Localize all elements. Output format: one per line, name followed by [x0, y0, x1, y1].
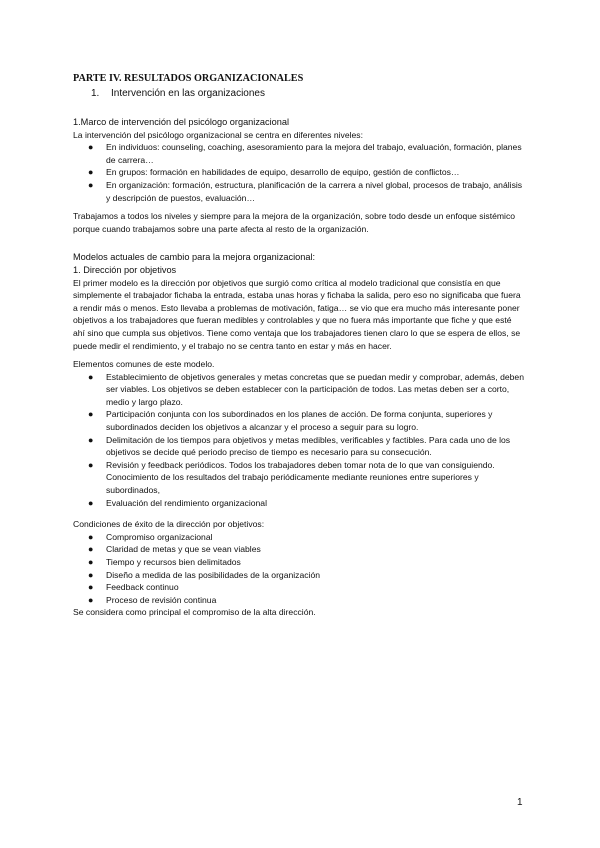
bullet-icon: ● — [88, 142, 94, 153]
sub-heading-text: Intervención en las organizaciones — [111, 88, 265, 99]
list-item: ● Establecimiento de objetivos generales y metas concretas que se puedan medir y comprobar, además, deben ser viables. Los objetivos se deben establecer con la participación de todos. Las metas deben ser a corto, medio y largo plazo. — [88, 371, 524, 407]
sub-heading-number: 1. — [91, 88, 100, 99]
bullet-icon: ● — [88, 434, 94, 445]
list-item: ● Revisión y feedback periódicos. Todos los trabajadores deben tomar nota de lo que van consiguiendo. Conocimiento de los resultados del trabajo periódicamente mediante reuniones entre superiores y subordinados, — [88, 459, 495, 496]
bullet-icon: ● — [88, 594, 94, 605]
conditions-heading: Condiciones de éxito de la dirección por objetivos: — [73, 519, 265, 530]
section1-closing: Trabajamos a todos los niveles y siempre para la mejora de la organización, sobre todo desde un enfoque sistémico porque cuando trabajamos sobre una parte afecta al resto de la organización. — [73, 211, 516, 234]
list-item: ● Evaluación del rendimiento organizacional — [88, 497, 267, 508]
bullet-icon: ● — [88, 497, 94, 508]
section2-subheading: 1. Dirección por objetivos — [73, 264, 177, 275]
bullet-icon: ● — [88, 544, 94, 555]
bullet-icon: ● — [88, 409, 94, 420]
bullet-icon: ● — [88, 557, 94, 567]
bullet-icon: ● — [88, 569, 94, 580]
list-item: ● Delimitación de los tiempos para objetivos y metas medibles, verificables y factibles. Para cada uno de los objetivos se decide qué periodo preciso de tiempo es necesario para su consecución. — [88, 434, 511, 458]
section2-closing: Se considera como principal el compromiso de la alta dirección. — [73, 607, 316, 618]
section1-intro: La intervención del psicólogo organizacional se centra en diferentes niveles: — [73, 129, 363, 140]
list-item: ● En organización: formación, estructura, planificación de la carrera a nivel global, procesos de trabajo, análisis y descripción de puestos, evaluación… — [88, 179, 523, 203]
section1-bullet-list — [73, 141, 525, 204]
bullet-icon: ● — [88, 179, 94, 190]
list-item: ● Proceso de revisión continua — [88, 594, 217, 605]
list-item: ● En grupos: formación en habilidades de equipo, desarrollo de equipo, gestión de conflictos… — [88, 167, 460, 178]
bullet-icon: ● — [88, 459, 94, 470]
list-item: ● En individuos: counseling, coaching, asesoramiento para la mejora del trabajo, evaluación, formación, planes de carrera… — [88, 142, 522, 165]
page-number: 1 — [517, 797, 523, 808]
list-item: ● Participación conjunta con los subordinados en los planes de acción. De forma conjunta, superiores y subordinados deciden los objetivos a alcanzar y el proceso a seguir para su logro. — [88, 409, 493, 433]
list-item: ● Feedback continuo — [88, 582, 179, 593]
bullet-icon: ● — [88, 582, 94, 593]
list-item: ● Compromiso organizacional — [88, 531, 213, 542]
elements-heading: Elementos comunes de este modelo. — [73, 359, 215, 370]
list-item: ● Tiempo y recursos bien delimitados — [88, 557, 241, 567]
sub-heading — [91, 87, 525, 100]
page-content — [73, 72, 525, 619]
bullet-icon: ● — [88, 531, 94, 542]
section1-heading: 1.Marco de intervención del psicólogo organizacional — [73, 117, 290, 127]
list-item: ● Claridad de metas y que se vean viables — [88, 544, 261, 555]
list-item: ● Diseño a medida de las posibilidades de la organización — [88, 569, 321, 580]
conditions-bullet-list — [73, 531, 525, 607]
bullet-icon: ● — [88, 371, 94, 382]
section2-body: El primer modelo es la dirección por objetivos que surgió como crítica al modelo tradicional que consistía en que simplemente el trabajador fichaba la entrada, estaba unas horas y fichaba la salida, pero eso no significaba que fuera a rendir más o menos. Esto llevaba a problemas de motivación, fatiga… se vio que era mucho más interesante poner objetivos a los trabajadores que fueran medibles y controlables y que no fuera más importante que fiche y que esté ahí sino que cumpla sus objetivos. Tiene como ventaja que los trabajadores tienen claro lo que se espera de ellos, se puede medir el rendimiento, y el trabajo no se centra tanto en estar y más en hacer. — [73, 277, 521, 351]
part-title: PARTE IV. RESULTADOS ORGANIZACIONALES — [73, 73, 304, 84]
section2-heading: Modelos actuales de cambio para la mejora organizacional: — [73, 252, 316, 263]
elements-bullet-list — [73, 371, 525, 510]
bullet-icon: ● — [88, 167, 94, 178]
